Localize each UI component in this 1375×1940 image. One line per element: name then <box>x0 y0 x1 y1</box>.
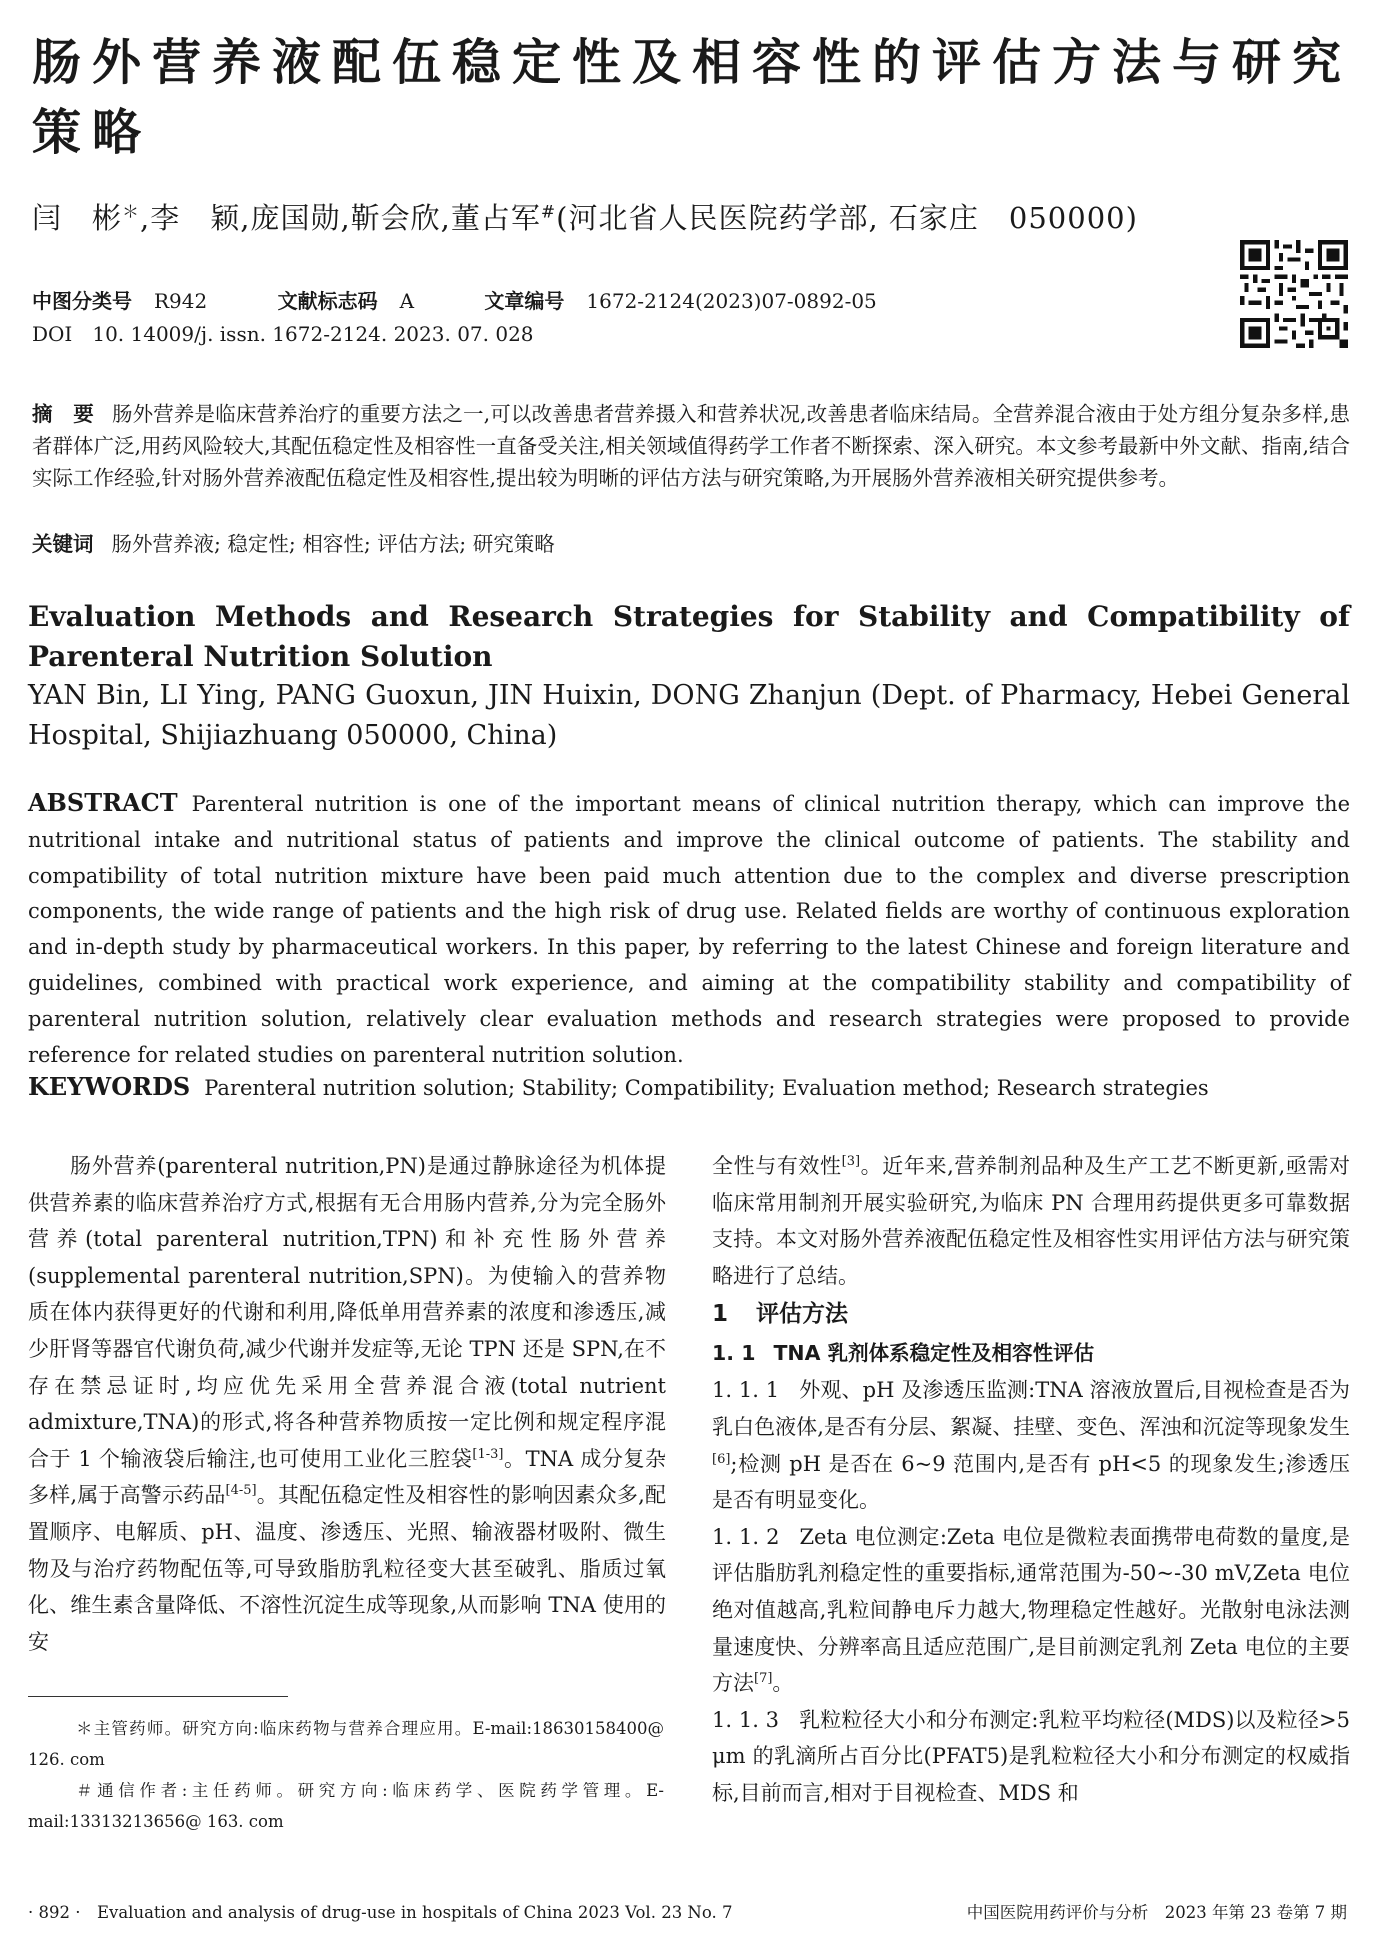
page-footer-right: 中国医院用药评价与分析 2023 年第 23 卷第 7 期 <box>966 1903 1347 1922</box>
paragraph-1-1-1 <box>712 1372 1350 1518</box>
en-abstract-label: ABSTRACT <box>28 788 178 817</box>
first-author: 闫 彬 <box>32 201 123 235</box>
article-no-value: 1672-2124(2023)07-0892-05 <box>586 289 877 313</box>
citation-7: [7] <box>754 1671 773 1687</box>
section-number: 1 <box>712 1301 729 1328</box>
qr-code-icon <box>1240 240 1348 348</box>
citation-3: [3] <box>841 1154 861 1169</box>
clc-value: R942 <box>154 289 208 313</box>
item-number: 1. 1. 3 <box>712 1707 780 1732</box>
footnote-2: ＃通信作者:主任药师。研究方向:临床药学、医院药学管理。E-mail:13313213656@ 163. com <box>28 1781 664 1831</box>
section-title: 评估方法 <box>756 1301 849 1328</box>
intro-continuation <box>712 1148 1350 1294</box>
body-column-right <box>712 1148 1350 1812</box>
article-no-label: 文章编号 <box>484 289 565 313</box>
paragraph-text: Zeta 电位测定:Zeta 电位是微粒表面携带电荷数的量度,是评估脂肪乳剂稳定性的重要指标,通常范围为-50~-30 mV,Zeta 电位绝对值越高,乳粒间静电斥力越大,物理稳定性越好。光散射电泳法测量速度快、分辨率高且适应范围广,是目前测定乳剂 Zeta 电位的主要方法 <box>712 1524 1350 1696</box>
chinese-abstract <box>32 398 1350 494</box>
section-heading-1 <box>712 1294 1350 1334</box>
footnote-divider <box>28 1696 288 1697</box>
doi-label: DOI <box>32 322 73 346</box>
english-title: Evaluation Methods and Research Strategies for Stability and Compatibility of Parenteral Nutrition Solution <box>28 600 1350 673</box>
cn-abstract-label: 摘 要 <box>32 402 94 426</box>
en-keywords-label: KEYWORDS <box>28 1072 191 1101</box>
doc-code-label: 文献标志码 <box>277 289 378 313</box>
footnotes <box>28 1713 664 1837</box>
doi-line <box>32 322 534 346</box>
article-title: 肠外营养液配伍稳定性及相容性的评估方法与研究策略 <box>32 34 1353 161</box>
author-line <box>32 196 1138 237</box>
paragraph-1-1-2 <box>712 1519 1350 1702</box>
subsection-heading-1-1 <box>712 1334 1350 1372</box>
cn-keywords-text: 肠外营养液; 稳定性; 相容性; 评估方法; 研究策略 <box>111 532 555 556</box>
footnote-1: ＊主管药师。研究方向:临床药物与营养合理应用。E-mail:18630158400@ 126. com <box>28 1719 664 1769</box>
author-mark-1: ＊ <box>122 202 141 223</box>
paragraph-1-1-3 <box>712 1702 1350 1812</box>
clc-label: 中图分类号 <box>32 289 132 313</box>
intro-text-2: 。TNA 成分复杂多样,属于高警示药品 <box>28 1446 666 1508</box>
en-abstract-text: Parenteral nutrition is one of the important means of clinical nutrition therapy, which can improve the nutritional intake and nutritional status of patients and improve the clinical outcome of patients. The stability and compatibility of total nutrition mixture have been paid much attention due to the complex and diverse prescription components, the wide range of patients and the high risk of drug use. Related fields are worthy of continuous exploration and in-depth study by pharmaceutical workers. In this paper, by referring to the latest Chinese and foreign literature and guidelines, combined with practical work experience, and aiming at the compatibility stability and compatibility of parenteral nutrition solution, relatively clear evaluation methods and research strategies were proposed to provide reference for related studies on parenteral nutrition solution. <box>28 792 1350 1067</box>
intro-text-4: 全性与有效性 <box>712 1154 842 1178</box>
author-mark-2: # <box>540 202 557 223</box>
en-keywords-text: Parenteral nutrition solution; Stability; Compatibility; Evaluation method; Research strategies <box>204 1076 1209 1100</box>
paragraph-text: 乳粒粒径大小和分布测定:乳粒平均粒径(MDS)以及粒径>5 μm 的乳滴所占百分比(PFAT5)是乳粒粒径大小和分布测定的权威指标,目前而言,相对于目视检查、MDS 和 <box>712 1707 1350 1805</box>
item-number: 1. 1. 2 <box>712 1524 780 1549</box>
chinese-keywords <box>32 528 555 560</box>
intro-paragraph <box>28 1148 666 1660</box>
subsection-title: TNA 乳剂体系稳定性及相容性评估 <box>773 1341 1095 1366</box>
affiliation: (河北省人民医院药学部, 石家庄 050000) <box>556 201 1138 235</box>
citation-6: [6] <box>712 1451 731 1467</box>
body-column-left <box>28 1148 666 1660</box>
intro-text-1: 肠外营养(parenteral nutrition,PN)是通过静脉途径为机体提供营养素的临床营养治疗方式,根据有无合用肠内营养,分为完全肠外营养(total parenteral nutrition,TPN)和补充性肠外营养(supplemental parenteral nutrition,SPN)。为使输入的营养物质在体内获得更好的代谢和利用,降低单用营养素的浓度和渗透压,减少肝肾等器官代谢负荷,减少代谢并发症等,无论 TPN 还是 SPN,在不存在禁忌证时,均应优先采用全营养混合液(total nutrient admixture,TNA)的形式,将各种营养物质按一定比例和规定程序混合于 1 个输液袋后输注,也可使用工业化三腔袋 <box>28 1154 666 1471</box>
intro-text-5: 。近年来,营养制剂品种及生产工艺不断更新,亟需对临床常用制剂开展实验研究,为临床 PN 合理用药提供更多可靠数据支持。本文对肠外营养液配伍稳定性及相容性实用评估方法与研究策略进行了总结。 <box>712 1154 1351 1288</box>
paragraph-text: 。 <box>772 1671 794 1696</box>
doi-value: 10. 14009/j. issn. 1672-2124. 2023. 07. 028 <box>92 322 534 346</box>
paragraph-text: ;检测 pH 是否在 6~9 范围内,是否有 pH<5 的现象发生;渗透压是否有明显变化。 <box>712 1451 1350 1513</box>
english-abstract <box>28 785 1350 1073</box>
intro-text-3: 。其配伍稳定性及相容性的影响因素众多,配置顺序、电解质、pH、温度、渗透压、光照、输液器材吸附、微生物及与治疗药物配伍等,可导致脂肪乳粒径变大甚至破乳、脂质过氧化、维生素含量降低、不溶性沉淀生成等现象,从而影响 TNA 使用的安 <box>28 1483 666 1654</box>
citation-1-3: [1-3] <box>472 1446 504 1462</box>
other-authors: ,李 颖,庞国勋,靳会欣,董占军 <box>140 201 541 235</box>
english-keywords <box>28 1069 1209 1106</box>
cn-abstract-text: 肠外营养是临床营养治疗的重要方法之一,可以改善患者营养摄入和营养状况,改善患者临床结局。全营养混合液由于处方组分复杂多样,患者群体广泛,用药风险较大,其配伍稳定性及相容性一直备受关注,相关领域值得药学工作者不断探索、深入研究。本文参考最新中外文献、指南,结合实际工作经验,针对肠外营养液配伍稳定性及相容性,提出较为明晰的评估方法与研究策略,为开展肠外营养液相关研究提供参考。 <box>32 402 1351 490</box>
page-footer-left: · 892 · Evaluation and analysis of drug-use in hospitals of China 2023 Vol. 23 No. 7 <box>28 1903 733 1922</box>
doc-code-value: A <box>399 289 415 313</box>
classification-line <box>32 285 877 314</box>
subsection-number: 1. 1 <box>712 1341 756 1366</box>
cn-keywords-label: 关键词 <box>32 532 94 556</box>
item-number: 1. 1. 1 <box>712 1378 780 1403</box>
english-authors: YAN Bin, LI Ying, PANG Guoxun, JIN Huixin, DONG Zhanjun (Dept. of Pharmacy, Hebei General Hospital, Shijiazhuang 050000, China) <box>28 680 1350 751</box>
citation-4-5: [4-5] <box>225 1483 257 1499</box>
paragraph-text: 外观、pH 及渗透压监测:TNA 溶液放置后,目视检查是否为乳白色液体,是否有分层、絮凝、挂壁、变色、浑浊和沉淀等现象发生 <box>712 1378 1350 1439</box>
